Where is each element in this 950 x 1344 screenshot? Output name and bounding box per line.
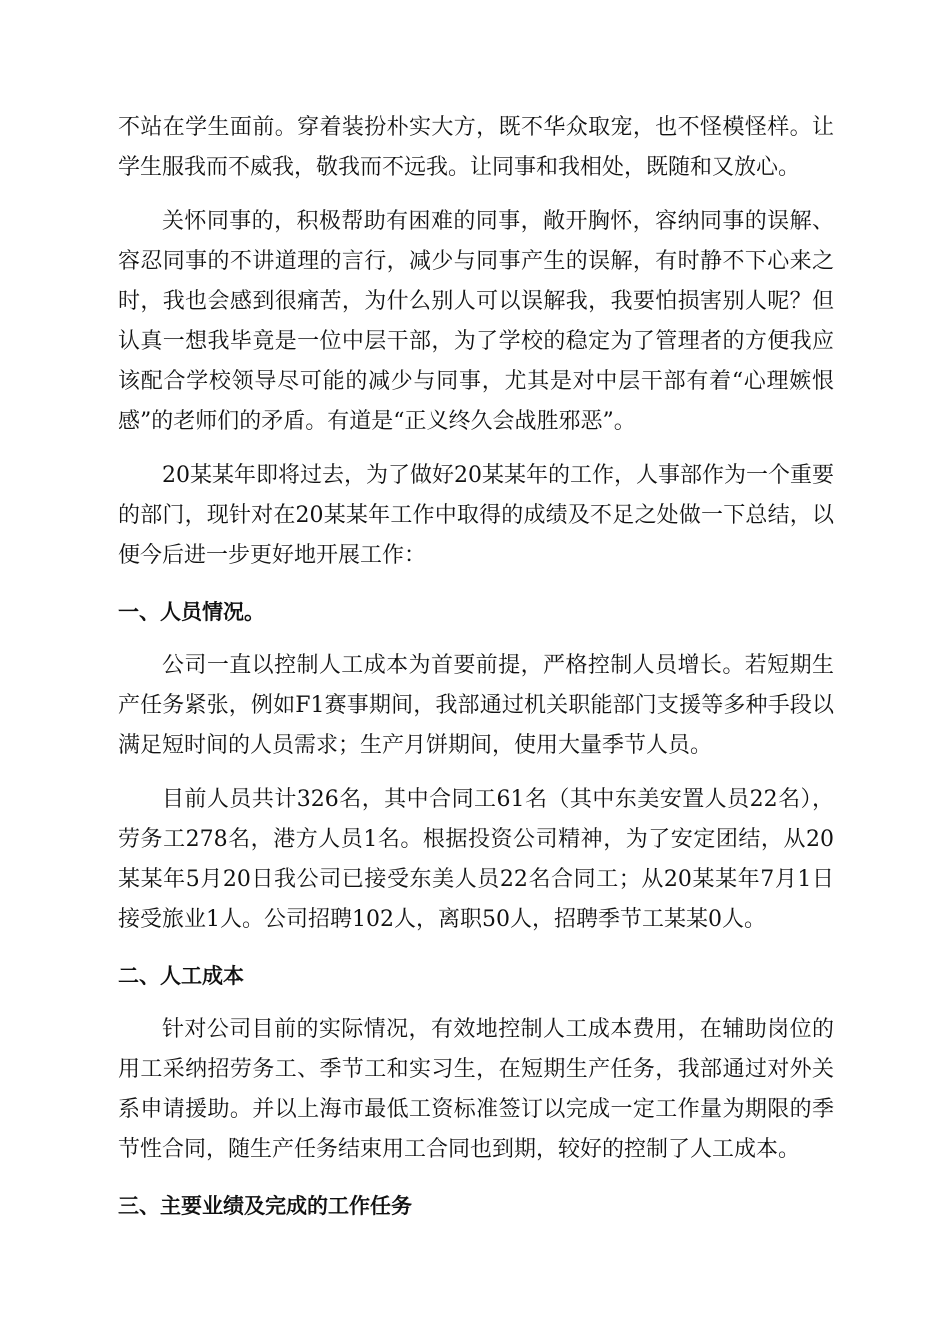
paragraph-5: 目前人员共计326名，其中合同工61名（其中东美安置人员22名），劳务工278名，港方人员1名。根据投资公司精神，为了安定团结，从20某某年5月20日我公司已接受东美人员22名合同工；从20某某年7月1日接受旅业1人。公司招聘102人，离职50人，招聘季节工某某0人。 <box>118 787 834 932</box>
paragraph-6: 针对公司目前的实际情况，有效地控制人工成本费用，在辅助岗位的用工采纳招劳务工、季节工和实习生，在短期生产任务，我部通过对外关系申请援助。并以上海市最低工资标准签订以完成一定工作量为期限的季节性合同，随生产任务结束用工合同也到期，较好的控制了人工成本。 <box>118 1017 834 1162</box>
section-heading-2: 二、人工成本 <box>118 964 244 988</box>
document-page <box>118 108 834 1226</box>
paragraph-2: 关怀同事的，积极帮助有困难的同事，敞开胸怀，容纳同事的误解、容忍同事的不讲道理的言行，减少与同事产生的误解，有时静不下心来之时，我也会感到很痛苦，为什么别人可以误解我，我要怕损害别人呢？但认真一想我毕竟是一位中层干部，为了学校的稳定为了管理者的方便我应该配合学校领导尽可能的减少与同事，尤其是对中层干部有着“心理嫉恨感”的老师们的矛盾。有道是“正义终久会战胜邪恶”。 <box>118 209 834 434</box>
paragraph-4: 公司一直以控制人工成本为首要前提，严格控制人员增长。若短期生产任务紧张，例如F1赛事期间，我部通过机关职能部门支援等多种手段以满足短时间的人员需求；生产月饼期间，使用大量季节人员。 <box>118 653 834 758</box>
section-heading-1: 一、人员情况。 <box>118 600 265 624</box>
paragraph-1: 不站在学生面前。穿着装扮朴实大方，既不华众取宠，也不怪模怪样。让学生服我而不威我，敬我而不远我。让同事和我相处，既随和又放心。 <box>118 115 834 180</box>
paragraph-3: 20某某年即将过去，为了做好20某某年的工作，人事部作为一个重要的部门，现针对在20某某年工作中取得的成绩及不足之处做一下总结，以便今后进一步更好地开展工作： <box>118 463 834 568</box>
section-heading-3: 三、主要业绩及完成的工作任务 <box>118 1194 412 1218</box>
